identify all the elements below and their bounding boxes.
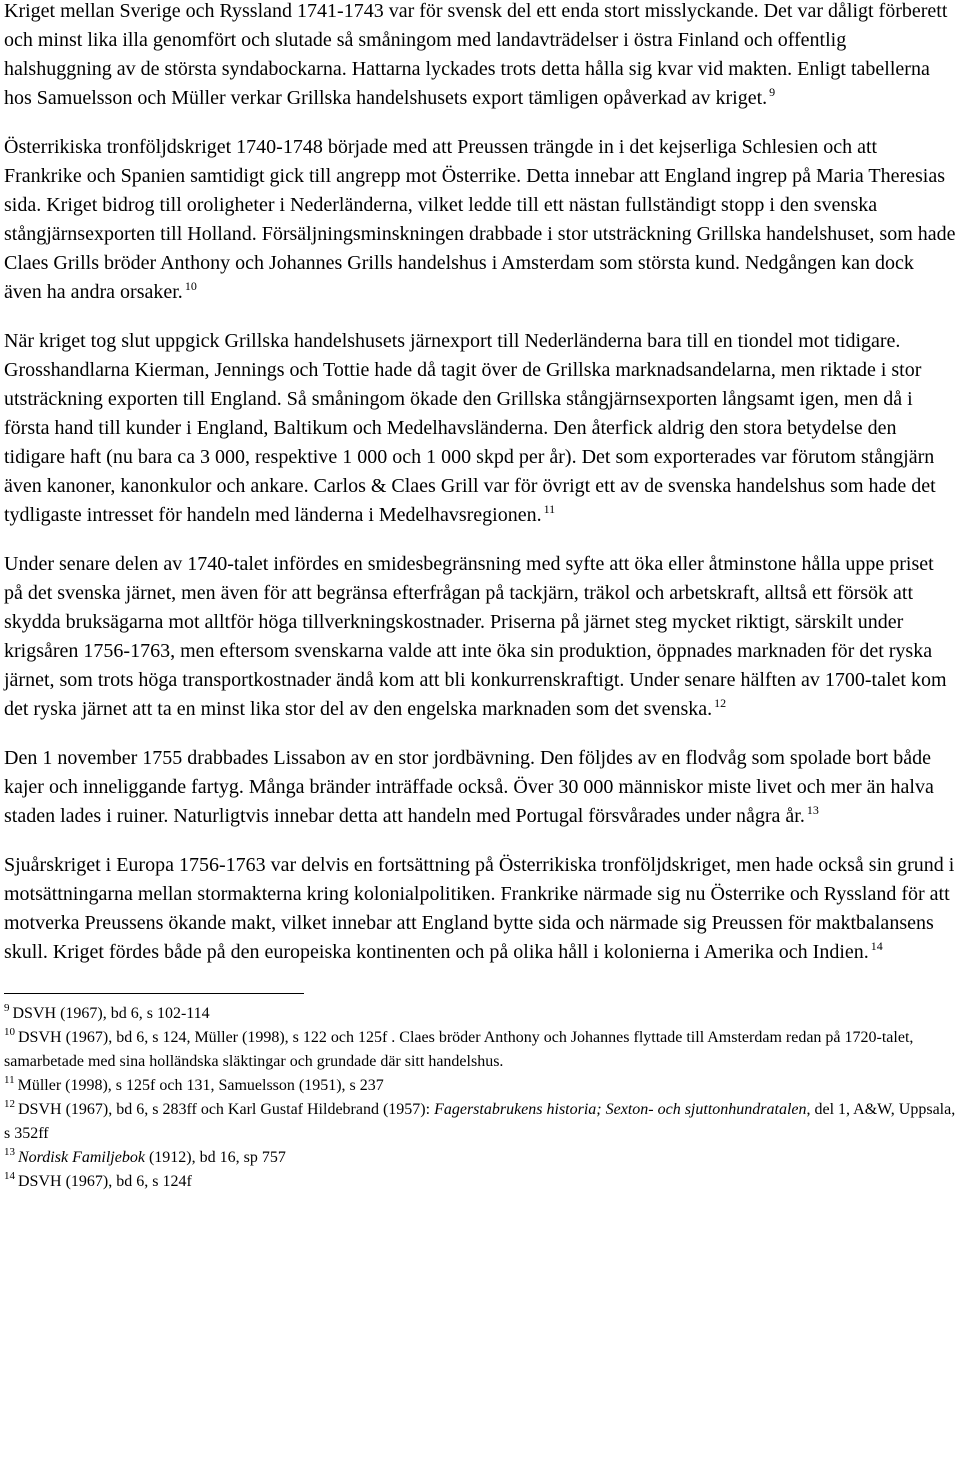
- book-title: Fagerstabrukens historia; Sexton- och sjuttonhundratalen: [434, 1101, 807, 1118]
- footnote-number: 11: [4, 1074, 15, 1086]
- footnote-number: 13: [4, 1146, 15, 1158]
- paragraph-text: Sjuårskriget i Europa 1756-1763 var delvis en fortsättning på Österrikiska tronföljdskriget, men hade också sin grund i motsättningarna mellan stormakterna kring kolonialpolitiken. Frankrike närmade sig nu Österrike och Ryssland för att motverka Preussens ökande makt, vilket innebar att England bytte sida och närmade sig Preussen för maktbalansens skull. Kriget fördes både på den europeiska kontinenten och på olika håll i kolonierna i Amerika och Indien.: [4, 854, 955, 963]
- footnote-ref[interactable]: 9: [769, 85, 776, 99]
- footnote: [4, 1170, 956, 1194]
- footnote-ref[interactable]: 12: [714, 696, 727, 710]
- document-page: [4, 0, 956, 1194]
- paragraph-text: Den 1 november 1755 drabbades Lissabon av en stor jordbävning. Den följdes av en flodvåg som spolade bort både kajer och inneliggande fartyg. Många bränder inträffade också. Över 30 000 människor miste livet och mer än halva staden lades i ruiner. Naturligtvis innebar detta att handeln med Portugal försvårades under några år.: [4, 747, 934, 827]
- footnote-number: 9: [4, 1002, 10, 1014]
- footnote: [4, 1002, 956, 1026]
- footnote-separator: [4, 993, 304, 994]
- paragraph: [4, 744, 956, 831]
- paragraph: [4, 0, 956, 113]
- footnote: [4, 1098, 956, 1146]
- body-text: [4, 0, 956, 967]
- paragraph-text: När kriget tog slut uppgick Grillska handelshusets järnexport till Nederländerna bara till en tiondel mot tidigare. Grosshandlarna Kierman, Jennings och Tottie hade då tagit över de Grillska marknadsandelarna, men riktade i stor utsträckning exporten till England. Så småningom ökade den Grillska stångjärnsexporten långsamt igen, men då i första hand till kunder i England, Baltikum och Medelhavsländerna. Den återfick aldrig den stora betydelse den tidigare haft (nu bara ca 3 000, respektive 1 000 och 1 000 skpd per år). Det som exporterades var förutom stångjärn även kanoner, kanonkulor och ankare. Carlos & Claes Grill var för övrigt ett av de svenska handelshus som hade det tydligaste intresset för handeln med länderna i Medelhavsregionen.: [4, 330, 936, 526]
- footnote: [4, 1026, 956, 1074]
- paragraph: [4, 133, 956, 307]
- footnote-text: DSVH (1967), bd 6, s 283ff och Karl Gustaf Hildebrand (1957):: [18, 1101, 435, 1118]
- footnote: [4, 1146, 956, 1170]
- footnote-text: (1912), bd 16, sp 757: [144, 1149, 286, 1166]
- footnote-number: 14: [4, 1170, 15, 1182]
- footnote-ref[interactable]: 13: [806, 803, 819, 817]
- footnote-text: DSVH (1967), bd 6, s 124f: [18, 1173, 192, 1190]
- footnote-text: DSVH (1967), bd 6, s 102-114: [12, 1005, 210, 1022]
- paragraph-text: Österrikiska tronföljdskriget 1740-1748 började med att Preussen trängde in i det kejserliga Schlesien och att Frankrike och Spanien samtidigt gick till angrepp mot Österrike. Detta innebar att England ingrep på Maria Theresias sida. Kriget bidrog till oroligheter i Nederländerna, vilket ledde till ett nästan fullständigt stopp i den svenska stångjärnsexporten till Holland. Försäljningsminskningen drabbade i stor utsträckning Grillska handelshuset, som hade Claes Grills bröder Anthony och Johannes Grills handelshus i Amsterdam som största kund. Nedgången kan dock även ha andra orsaker.: [4, 136, 956, 303]
- footnote-text: DSVH (1967), bd 6, s 124, Müller (1998), s 122 och 125f . Claes bröder Anthony och Johannes flyttade till Amsterdam redan på 1720-talet, samarbetade med sina holländska släktingar och grundade där sitt handelshus.: [4, 1029, 914, 1070]
- footnote-text: Müller (1998), s 125f och 131, Samuelsson (1951), s 237: [17, 1077, 384, 1094]
- paragraph-text: Under senare delen av 1740-talet infördes en smidesbegränsning med syfte att öka eller åtminstone hålla uppe priset på det svenska järnet, men även för att begränsa efterfrågan på tackjärn, träkol och arbetskraft, alltså ett försök att skydda bruksägarna mot alltför höga tillverkningskostnader. Priserna på järnet steg mycket riktigt, särskilt under krigsåren 1756-1763, men eftersom svenskarna valde att inte öka sin produktion, öppnades marknaden för det ryska järnet, som trots höga transportkostnader ändå kom att bli konkurrenskraftigt. Under senare hälften av 1700-talet kom det ryska järnet att ta en minst lika stor del av den engelska marknaden som det svenska.: [4, 553, 947, 720]
- footnotes: [4, 1002, 956, 1194]
- footnote-number: 10: [4, 1026, 15, 1038]
- paragraph: [4, 327, 956, 530]
- footnote-text: , del 1, A&W, Uppsala, s 352ff: [4, 1101, 956, 1142]
- footnote-ref[interactable]: 14: [870, 939, 883, 953]
- book-title: Nordisk Familjebok: [18, 1149, 145, 1166]
- footnote: [4, 1074, 956, 1098]
- paragraph: [4, 851, 956, 967]
- paragraph: [4, 550, 956, 724]
- footnote-number: 12: [4, 1098, 15, 1110]
- footnote-ref[interactable]: 11: [543, 502, 556, 516]
- footnote-ref[interactable]: 10: [184, 279, 197, 293]
- paragraph-text: Kriget mellan Sverige och Ryssland 1741-1743 var för svensk del ett enda stort misslyckande. Det var dåligt förberett och minst lika illa genomfört och slutade så småningom med landavträdelser i östra Finland och offentlig halshuggning av de största syndabockarna. Hattarna lyckades trots detta hålla sig kvar vid makten. Enligt tabellerna hos Samuelsson och Müller verkar Grillska handelshusets export tämligen opåverkad av kriget.: [4, 0, 948, 109]
